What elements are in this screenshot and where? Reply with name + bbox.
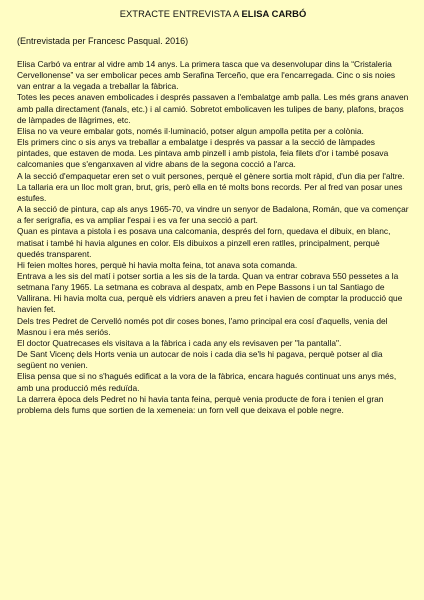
paragraph: Elisa no va veure embalar gots, només il·luminació, potser algun ampolla petita per a colònia. xyxy=(17,125,364,136)
document-body xyxy=(17,59,409,416)
paragraph: Totes les peces anaven embolicades i després passaven a l'embalatge amb palla. Les més grans anaven amb palla directament (fanals, etc.) i al camió. Sobretot embolicaven les tulipes de bany, plafons, braços de làmpades de llàgrimes, etc. xyxy=(17,92,409,125)
paragraph: Els primers cinc o sis anys va treballar a embalatge i després va passar a la secció de làmpades pintades, que estaven de moda. Les pintava amb pinzell i amb pistola, feia filets d'or i també posava calcomanies que s'enganxaven al vidre abans de la segona cocció a l'arca. xyxy=(17,137,389,170)
paragraph: Entrava a les sis del matí i potser sortia a les sis de la tarda. Quan va entrar cobrava 550 pessetes a la setmana l'any 1965. La setmana es cobrava al despatx, amb en Pepe Bassons i un tal Santiago de Vallirana. Hi havia molta cua, perquè els vidriers anaven a preu fet i havien de comptar la producció que havien fet. xyxy=(17,270,403,315)
paragraph: La darrera època dels Pedret no hi havia tanta feina, perquè venia producte de fora i tenien el gran problema dels fums que sortien de la xemeneia: un forn vell que deixava el poble negre. xyxy=(17,393,384,415)
paragraph: A la secció de pintura, cap als anys 1965-70, va vindre un senyor de Badalona, Román, que va començar a fer serigrafia, es va ampliar l'espai i es va fer una secció a part. xyxy=(17,204,409,226)
paragraph: Elisa Carbó va entrar al vidre amb 14 anys. La primera tasca que va desenvolupar dins la “Cristaleria Cervellonense” va ser embolicar peces amb Serafina Terceño, que era l'encarregada. Cinc o sis noies van entrar a la vegada a treballar la fàbrica. xyxy=(17,59,396,92)
paragraph: La tallaria era un lloc molt gran, brut, gris, però ella en té molts bons records. Per al fred van posar unes estufes. xyxy=(17,181,403,203)
paragraph: Dels tres Pedret de Cervelló només pot dir coses bones, l'amo principal era cosí d'aquells, venia del Masnou i era més seriós. xyxy=(17,315,388,337)
paragraph: El doctor Quatrecases els visitava a la fàbrica i cada any els revisaven per "la pantalla". xyxy=(17,337,342,348)
paragraph: De Sant Vicenç dels Horts venia un autocar de nois i cada dia se'ls hi pagava, perquè potser al dia següent no venien. xyxy=(17,349,383,371)
paragraph: Quan es pintava a pistola i es posava una calcomania, després del forn, quedava el dibuix, en blanc, matisat i també hi havia algunes en color. Els dibuixos a pinzell eren ratlles, principalment, perquè quedés transparent. xyxy=(17,226,391,259)
paragraph: Elisa pensa que si no s'hagués edificat a la vora de la fàbrica, encara hagués continuat uns anys més, amb una producció més reduïda. xyxy=(17,371,397,393)
paragraph: A la secció d'empaquetar eren set o vuit persones, perquè el gènere sortia molt ràpid, d'un dia per l'altre. xyxy=(17,170,405,181)
title-prefix: EXTRACTE ENTREVISTA A xyxy=(119,8,242,19)
title-interviewee-name: ELISA CARBÓ xyxy=(241,8,307,19)
paragraph: Hi feien moltes hores, perquè hi havia molta feina, tot anava sota comanda. xyxy=(17,259,298,270)
document-subtitle: (Entrevistada per Francesc Pasqual. 2016) xyxy=(17,36,189,46)
document-title xyxy=(17,8,409,20)
